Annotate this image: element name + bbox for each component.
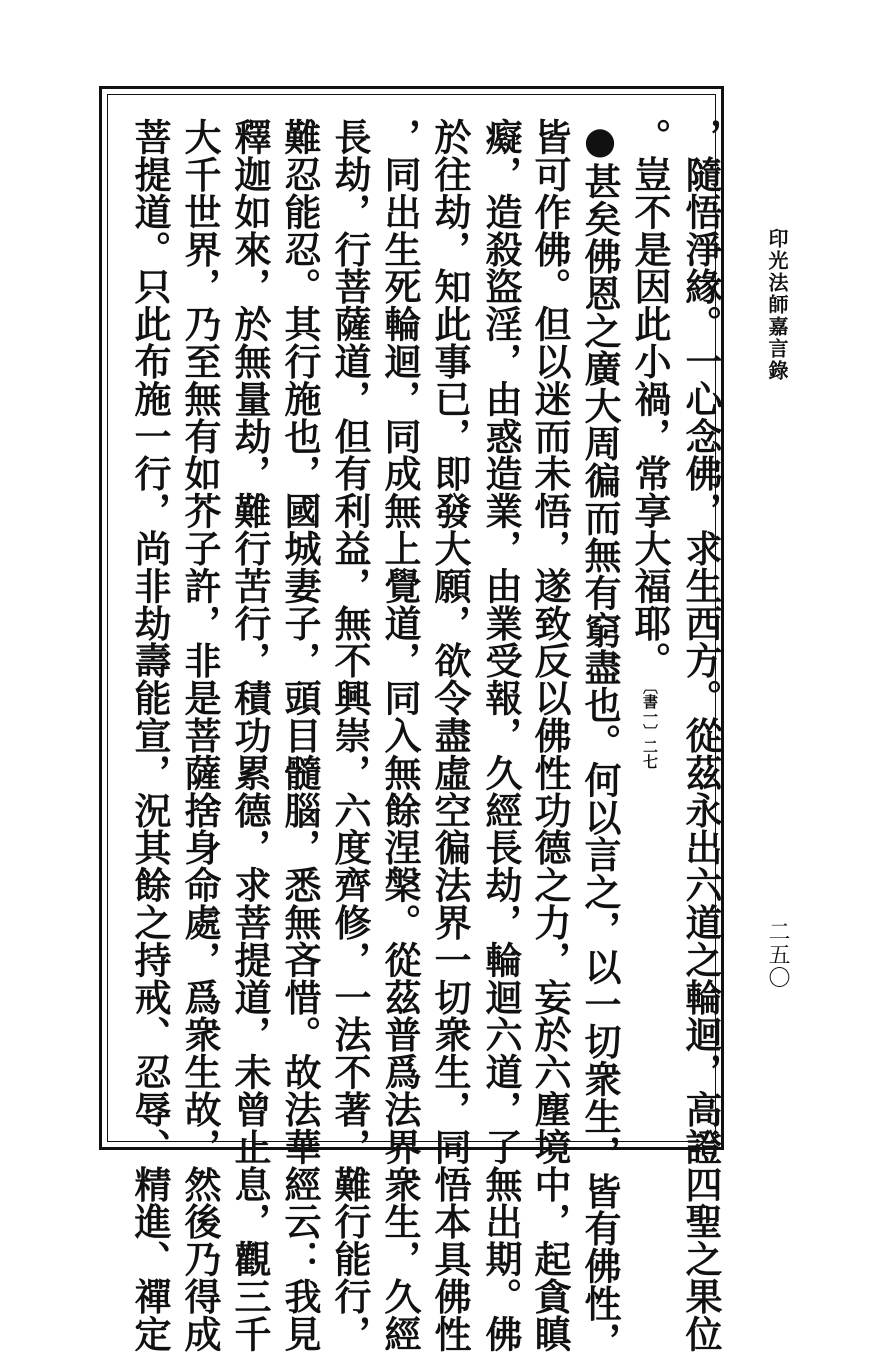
source-note-line1: 〔書一〕 [641,679,659,739]
text-column-3: ●甚矣佛恩之廣大周徧而無有窮盡也。何以言之，以一切衆生，皆有佛性， [578,118,622,1359]
page-number: 二五〇 [765,920,790,989]
text-column-2 [630,118,670,1128]
text-column-8: 長劫，行菩薩道，但有利益，無不興崇，六度齊修，一法不著，難行能行， [328,118,372,1353]
text-column-11: 大千世界，乃至無有如芥子許，非是菩薩捨身命處，爲衆生故，然後乃得成 [178,118,222,1353]
text-column-7: ，同出生死輪迴，同成無上覺道，同入無餘涅槃。從茲普爲法界衆生，久經 [378,118,422,1353]
text-column-9: 難忍能忍。其行施也，國城妻子，頭目髓腦，悉無吝惜。故法華經云：我見 [278,118,322,1353]
source-note-line2: 二七 [641,739,659,769]
book-title: 印光法師嘉言錄 [765,228,789,382]
text-column-6: 於往劫，知此事已，即發大願，欲令盡虛空徧法界一切衆生，同悟本具佛性 [428,118,472,1353]
source-note [630,679,670,769]
text-column-5: 癡，造殺盜淫，由惑造業，由業受報，久經長劫，輪迴六道，了無出期。佛 [479,118,523,1353]
text-column-10: 釋迦如來，於無量劫，難行苦行，積功累德，求菩提道，未曾止息，觀三千 [228,118,272,1353]
text-column-12: 菩提道。只此布施一行，尚非劫壽能宣，況其餘之持戒、忍辱、精進、禪定 [128,118,172,1353]
text-column-2-text: 。豈不是因此小禍，常享大福耶。 [628,118,672,679]
text-column-4: 皆可作佛。但以迷而未悟，遂致反以佛性功德之力，妄於六塵境中，起貪瞋 [528,118,572,1353]
text-column-1: ，隨悟淨緣。一心念佛，求生西方。從茲永出六道之輪迴，高證四聖之果位 [679,118,723,1353]
